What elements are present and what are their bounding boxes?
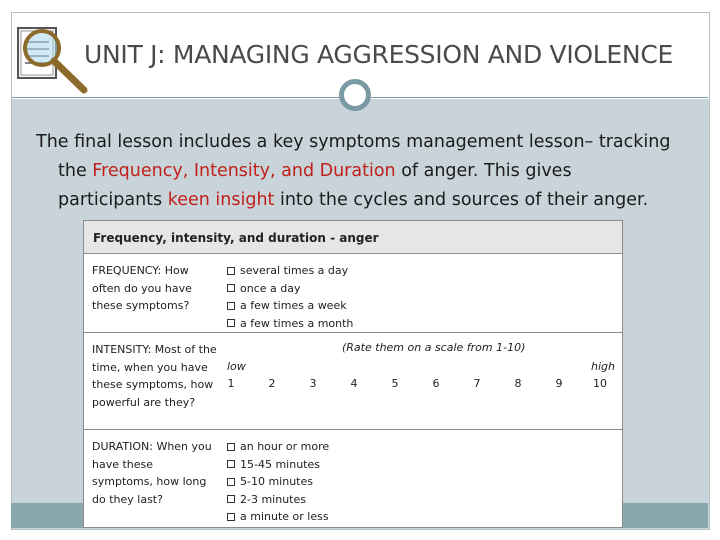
body-text-fragment: of anger. This gives <box>395 161 572 181</box>
duration-option <box>227 456 329 474</box>
anger-tracking-table <box>83 220 623 528</box>
duration-option <box>227 491 329 509</box>
scale-high-label: high <box>591 360 615 373</box>
option-label: several times a day <box>240 264 349 277</box>
duration-options <box>227 438 329 526</box>
scale-number: 9 <box>555 377 563 390</box>
duration-option <box>227 473 329 491</box>
duration-label: DURATION: When you have these symptoms, how long do they last? <box>92 440 212 506</box>
frequency-option <box>227 315 353 333</box>
frequency-row <box>84 254 622 333</box>
body-line-3 <box>36 186 696 215</box>
body-line-1: The final lesson includes a key symptoms management lesson– tracking <box>36 132 671 152</box>
frequency-options <box>227 262 353 332</box>
table-header-text: Frequency, intensity, and duration - anger <box>93 231 379 245</box>
checkbox-icon <box>227 443 235 451</box>
slide-title: UNIT J: MANAGING AGGRESSION AND VIOLENCE <box>84 40 673 69</box>
option-label: 5-10 minutes <box>240 475 313 488</box>
scale-number: 6 <box>432 377 440 390</box>
option-label: a few times a month <box>240 316 354 330</box>
option-label: an hour or more <box>240 440 330 453</box>
frequency-option <box>227 280 353 298</box>
duration-option <box>227 508 329 526</box>
checkbox-icon <box>227 495 235 503</box>
option-label: once a day <box>240 281 301 295</box>
table-header <box>84 221 622 254</box>
title-circle-ornament <box>339 79 371 111</box>
intensity-row <box>84 333 622 430</box>
duration-row <box>84 430 622 527</box>
body-paragraph <box>36 128 696 215</box>
option-label: 2-3 minutes <box>240 492 306 506</box>
highlight-frequency-intensity-duration: Frequency, Intensity, and Duration <box>92 161 396 181</box>
scale-number: 5 <box>391 377 399 390</box>
frequency-option <box>227 297 353 315</box>
intensity-label: INTENSITY: Most of the time, when you have these symptoms, how powerful are they? <box>92 343 217 409</box>
option-label: a few times a week <box>240 299 347 312</box>
scale-number: 3 <box>309 377 317 390</box>
checkbox-icon <box>227 460 235 468</box>
scale-note: (Rate them on a scale from 1-10) <box>342 341 526 354</box>
frequency-option <box>227 262 353 280</box>
body-text-fragment: participants <box>58 190 168 210</box>
scale-number: 4 <box>350 377 358 390</box>
body-line-2 <box>36 157 696 186</box>
checkbox-icon <box>227 513 235 521</box>
checkbox-icon <box>227 319 235 327</box>
frequency-label: FREQUENCY: How often do you have these symptoms? <box>92 264 192 312</box>
duration-option <box>227 438 329 456</box>
option-label: a minute or less <box>240 510 329 523</box>
checkbox-icon <box>227 284 235 292</box>
body-text-fragment: into the cycles and sources of their anger. <box>274 190 649 210</box>
option-label: 15-45 minutes <box>240 457 320 471</box>
checkbox-icon <box>227 302 235 310</box>
body-text-fragment: the <box>58 161 93 181</box>
highlight-keen-insight: keen insight <box>167 190 275 210</box>
scale-low-label: low <box>227 360 246 373</box>
scale-number: 1 <box>227 377 235 390</box>
checkbox-icon <box>227 267 235 275</box>
scale-number: 2 <box>268 377 276 390</box>
scale-number: 10 <box>593 377 607 390</box>
scale-number: 8 <box>514 377 522 390</box>
magnifier-over-document-icon <box>12 18 90 98</box>
scale-number: 7 <box>473 377 481 390</box>
checkbox-icon <box>227 478 235 486</box>
